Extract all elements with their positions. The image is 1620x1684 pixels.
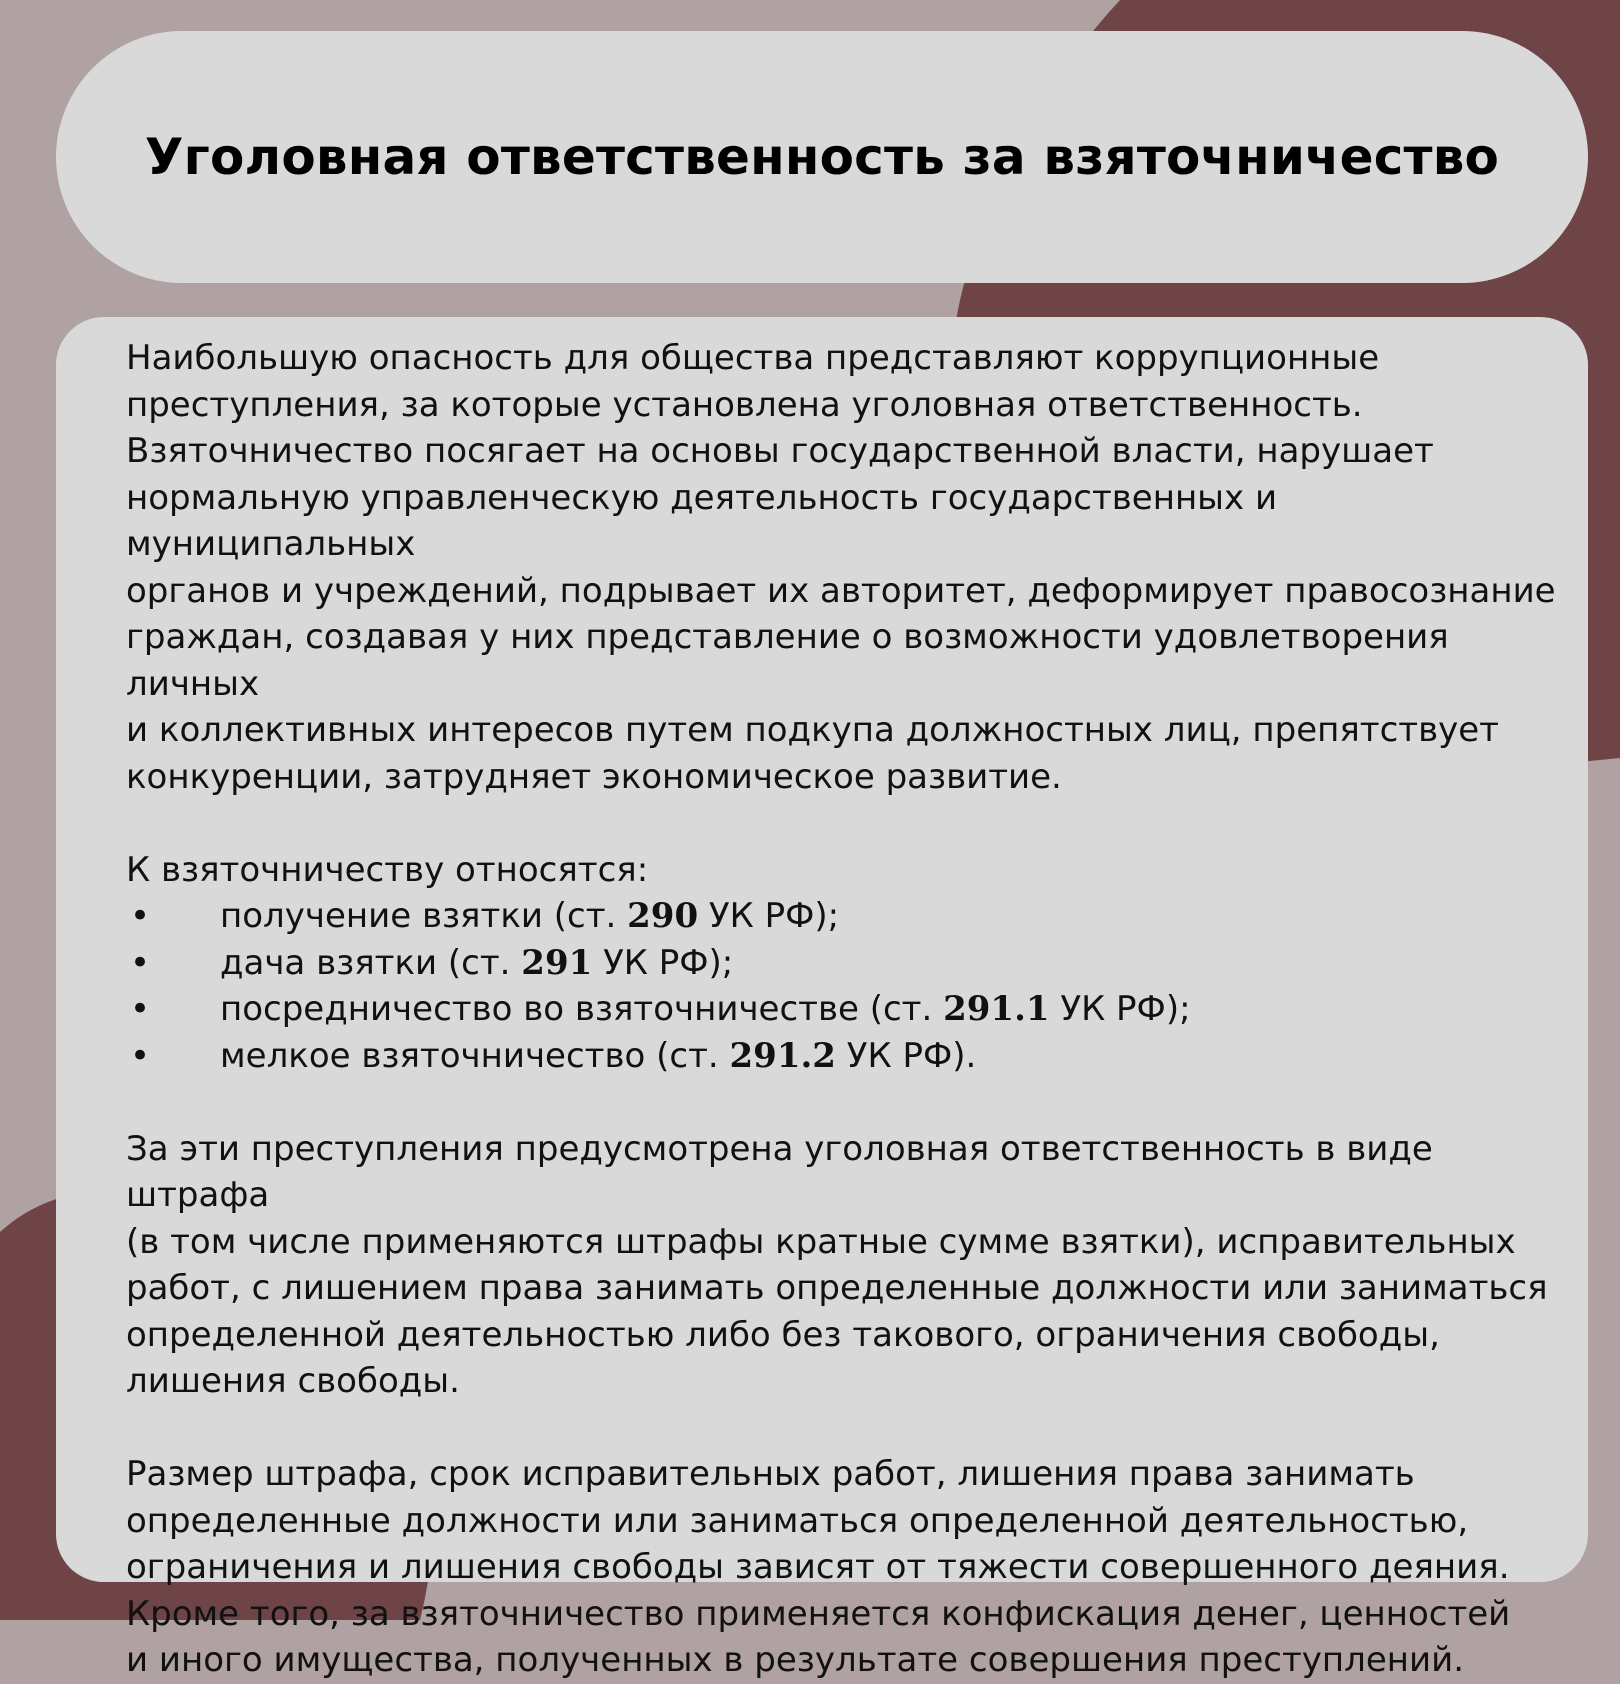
intro-line: конкуренции, затрудняет экономическое развитие.: [126, 756, 1062, 797]
title-banner: [56, 31, 1588, 283]
intro-paragraph: [126, 335, 1566, 800]
bullet-icon: •: [130, 989, 151, 1029]
bullet-icon: •: [130, 942, 151, 983]
bribery-list: [126, 893, 1558, 1079]
intro-line: нормальную управленческую деятельность государственных и муниципальных: [126, 477, 1278, 564]
severity-paragraph: [126, 1451, 1566, 1684]
penalties-line: За эти преступления предусмотрена уголовная ответственность в виде штрафа: [126, 1128, 1433, 1215]
intro-line: преступления, за которые установлена уголовная ответственность.: [126, 384, 1363, 425]
list-item: • дача взятки (ст. 291 УК РФ);: [126, 940, 1558, 987]
intro-line: Взяточничество посягает на основы государственной власти, нарушает: [126, 431, 1434, 471]
penalties-line: (в том числе применяются штрафы кратные сумме взятки), исправительных: [126, 1221, 1516, 1262]
intro-line: граждан, создавая у них представление о возможности удовлетворения личных: [126, 617, 1449, 704]
penalties-paragraph: [126, 1126, 1566, 1405]
penalties-line: лишения свободы.: [126, 1361, 460, 1401]
severity-line: Кроме того, за взяточничество применяется конфискация денег, ценностей: [126, 1593, 1511, 1634]
penalties-line: определенной деятельностью либо без такового, ограничения свободы,: [126, 1314, 1440, 1355]
severity-line: и иного имущества, полученных в результате совершения преступлений.: [126, 1640, 1465, 1680]
spacer: [126, 800, 1558, 847]
list-item: • получение взятки (ст. 290 УК РФ);: [126, 893, 1558, 940]
severity-line: определенные должности или заниматься определенной деятельностью,: [126, 1500, 1469, 1541]
list-heading: К взяточничеству относятся:: [126, 849, 649, 890]
intro-line: органов и учреждений, подрывает их авторитет, деформирует правосознание: [126, 570, 1556, 611]
bullet-icon: •: [130, 896, 151, 936]
penalties-line: работ, с лишением права занимать определенные должности или заниматься: [126, 1268, 1548, 1308]
spacer: [126, 1079, 1558, 1126]
bullet-icon: •: [130, 1035, 151, 1076]
severity-line: Размер штрафа, срок исправительных работ, лишения права занимать: [126, 1454, 1415, 1494]
page-title: Уголовная ответственность за взяточничество: [144, 128, 1500, 186]
article-number: 291: [521, 942, 593, 983]
content-card: [56, 317, 1588, 1680]
intro-line: и коллективных интересов путем подкупа должностных лиц, препятствует: [126, 710, 1499, 750]
intro-line: Наибольшую опасность для общества представляют коррупционные: [126, 338, 1380, 378]
list-item: • мелкое взяточничество (ст. 291.2 УК РФ).: [126, 1033, 1558, 1080]
severity-line: ограничения и лишения свободы зависят от тяжести совершенного деяния.: [126, 1547, 1510, 1587]
spacer: [126, 1405, 1558, 1452]
article-number: 291.1: [943, 989, 1050, 1029]
article-number: 291.2: [729, 1035, 836, 1076]
list-item: • посредничество во взяточничестве (ст. 291.1 УК РФ);: [126, 986, 1558, 1033]
article-number: 290: [627, 896, 699, 936]
